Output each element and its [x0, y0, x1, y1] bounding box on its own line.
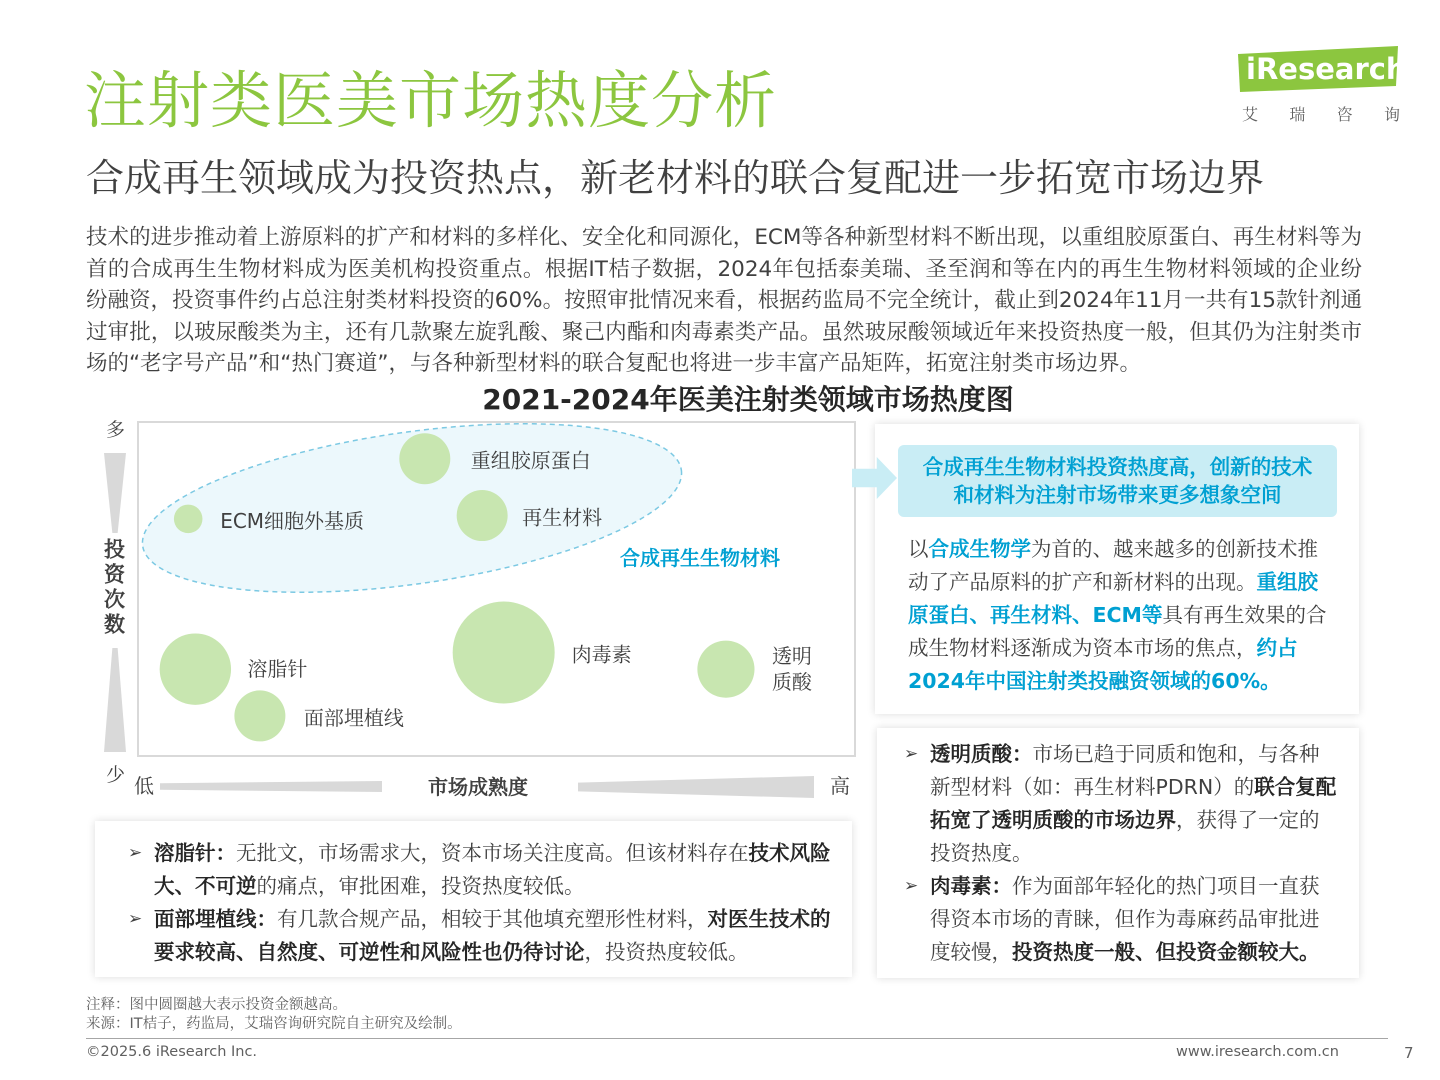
bullet-text: 无批文，市场需求大，资本市场关注度高。但该材料存在 — [236, 841, 749, 865]
callout-emphasis: 合成生物学 — [928, 537, 1031, 561]
page-title: 注射类医美市场热度分析 — [84, 64, 778, 137]
bullet-emphasis: 联合复配拓宽了透明质酸的市场边界 — [930, 775, 1337, 832]
x-axis-title: 市场成熟度 — [428, 775, 528, 799]
bullet-text: 的痛点，审批困难，投资热度较低。 — [256, 874, 585, 898]
bullet-text: ，获得了一定的投资热度。 — [930, 808, 1320, 865]
bullet-emphasis: 投资热度一般、但投资金额较大。 — [1012, 940, 1320, 964]
bubble-3 — [453, 601, 555, 703]
bubble-label-2: 再生材料 — [522, 505, 603, 530]
iresearch-logo — [1238, 46, 1407, 126]
bullet-emphasis: 对医生技术的要求较高、自然度、可逆性和风险性也仍待讨论 — [154, 907, 831, 964]
bubble-label-1: ECM细胞外基质 — [220, 508, 365, 533]
bullet-arrow-icon: ➢ — [128, 909, 143, 929]
footer-website[interactable]: www.iresearch.com.cn — [1176, 1044, 1339, 1060]
footer-copyright: ©2025.6 iResearch Inc. — [86, 1044, 258, 1060]
callout-highlight: 合成再生生物材料投资热度高，创新的技术和材料为注射市场带来更多想象空间 — [898, 445, 1337, 517]
bullet-head: 透明质酸： — [930, 742, 1033, 766]
footer-divider — [86, 1038, 1388, 1039]
callout-emphasis: 重组胶原蛋白、再生材料、ECM等 — [908, 570, 1318, 627]
left-bullet-list — [128, 837, 833, 969]
bullet-hyaluronic-acid — [904, 738, 1338, 870]
callout-emphasis: 约占2024年中国注射类投融资领域的60%。 — [908, 636, 1298, 693]
bubble-2 — [457, 490, 508, 541]
callout-text-part: 以 — [908, 537, 929, 561]
bullet-arrow-icon: ➢ — [904, 876, 919, 896]
bullet-text: 有几款合规产品，相较于其他填充塑形性材料， — [277, 907, 708, 931]
bullet-text: 作为面部年轻化的热门项目一直获得资本市场的青睐，但作为毒麻药品审批进度较慢， — [930, 874, 1320, 964]
cluster-ellipse — [132, 395, 692, 621]
notes — [86, 996, 462, 1034]
bullet-head: 肉毒素： — [930, 874, 1012, 898]
x-axis-low-label: 低 — [134, 774, 154, 798]
bubble-label-5: 溶脂针 — [247, 657, 308, 682]
callout-text — [908, 533, 1338, 698]
source-text: 来源：IT桔子，药监局，艾瑞咨询研究院自主研究及绘制。 — [86, 1016, 462, 1032]
logo-char: 瑞 — [1289, 105, 1306, 124]
bubble-6 — [234, 690, 285, 741]
logo-char: 询 — [1383, 105, 1400, 124]
bullet-arrow-icon: ➢ — [904, 744, 919, 764]
bullet-lipolysis — [128, 837, 833, 903]
y-axis-low-label: 少 — [106, 764, 126, 786]
bubble-0 — [399, 433, 450, 484]
y-axis-title-text: 投资次数 — [101, 538, 126, 638]
cluster-layer — [132, 395, 692, 621]
bubble-label-4-0: 透明 — [771, 644, 812, 669]
chart-title: 2021-2024年医美注射类领域市场热度图 — [482, 383, 1014, 416]
bullet-head: 溶脂针： — [154, 841, 236, 865]
page-subtitle: 合成再生领域成为投资热点，新老材料的联合复配进一步拓宽市场边界 — [86, 156, 1265, 200]
bullet-thread-lift — [128, 903, 833, 969]
x-axis-high-label: 高 — [830, 774, 850, 798]
intro-paragraph: 技术的进步推动着上游原料的扩产和材料的多样化、安全化和同源化，ECM等各种新型材料不断出现，以重组胶原蛋白、再生材料等为首的合成再生生物材料成为医美机构投资重点。根据IT桔子数据，2024年包括泰美瑞、圣至润和等在内的再生生物材料领域的企业纷纷融资，投资事件约占总注射类材料投资的60%。按照审批情况来看，根据药监局不完全统计，截止到2024年11月一共有15款针剂通过审批，以玻尿酸类为主，还有几款聚左旋乳酸、聚己内酯和肉毒素类产品。虽然玻尿酸领域近年来投资热度一般，但其仍为注射类市场的“老字号产品”和“热门赛道”，与各种新型材料的联合复配也将进一步丰富产品矩阵，拓宽注射类市场边界。 — [86, 225, 1362, 376]
bullet-arrow-icon: ➢ — [128, 843, 143, 863]
bubble-label-6: 面部埋植线 — [303, 705, 404, 730]
logo-char: 艾 — [1242, 105, 1259, 124]
right-bullet-list — [904, 738, 1338, 969]
bubble-4 — [697, 641, 754, 698]
callout-text-part: 为首的、越来越多的创新技术推动了产品原料的扩产和新材料的出现。 — [908, 537, 1318, 594]
logo-text: iResearch — [1246, 52, 1407, 86]
logo-char: 咨 — [1336, 105, 1353, 124]
cluster-label: 合成再生生物材料 — [620, 546, 780, 570]
bubble-1 — [174, 505, 203, 534]
page-number: 7 — [1404, 1044, 1414, 1062]
bubble-chart — [0, 400, 900, 820]
bubble-label-3: 肉毒素 — [571, 642, 632, 667]
bubble-label-0: 重组胶原蛋白 — [470, 448, 591, 473]
y-axis-high-label: 多 — [106, 419, 126, 441]
callout-text-part: 具有再生效果的合成生物材料逐渐成为资本市场的焦点， — [908, 603, 1327, 660]
bullet-text: ，投资热度较低。 — [584, 940, 749, 964]
bullet-emphasis: 技术风险大、不可逆 — [154, 841, 831, 898]
note-text: 注释：图中圆圈越大表示投资金额越高。 — [86, 997, 347, 1013]
bullet-botulinum — [904, 870, 1338, 969]
bubble-label-4-1: 质酸 — [771, 670, 812, 695]
bubble-5 — [160, 633, 231, 704]
bullet-text: 市场已趋于同质和饱和，与各种新型材料（如：再生材料PDRN）的 — [930, 742, 1320, 799]
bullet-head: 面部埋植线： — [154, 907, 277, 931]
logo-chinese — [1242, 102, 1400, 125]
